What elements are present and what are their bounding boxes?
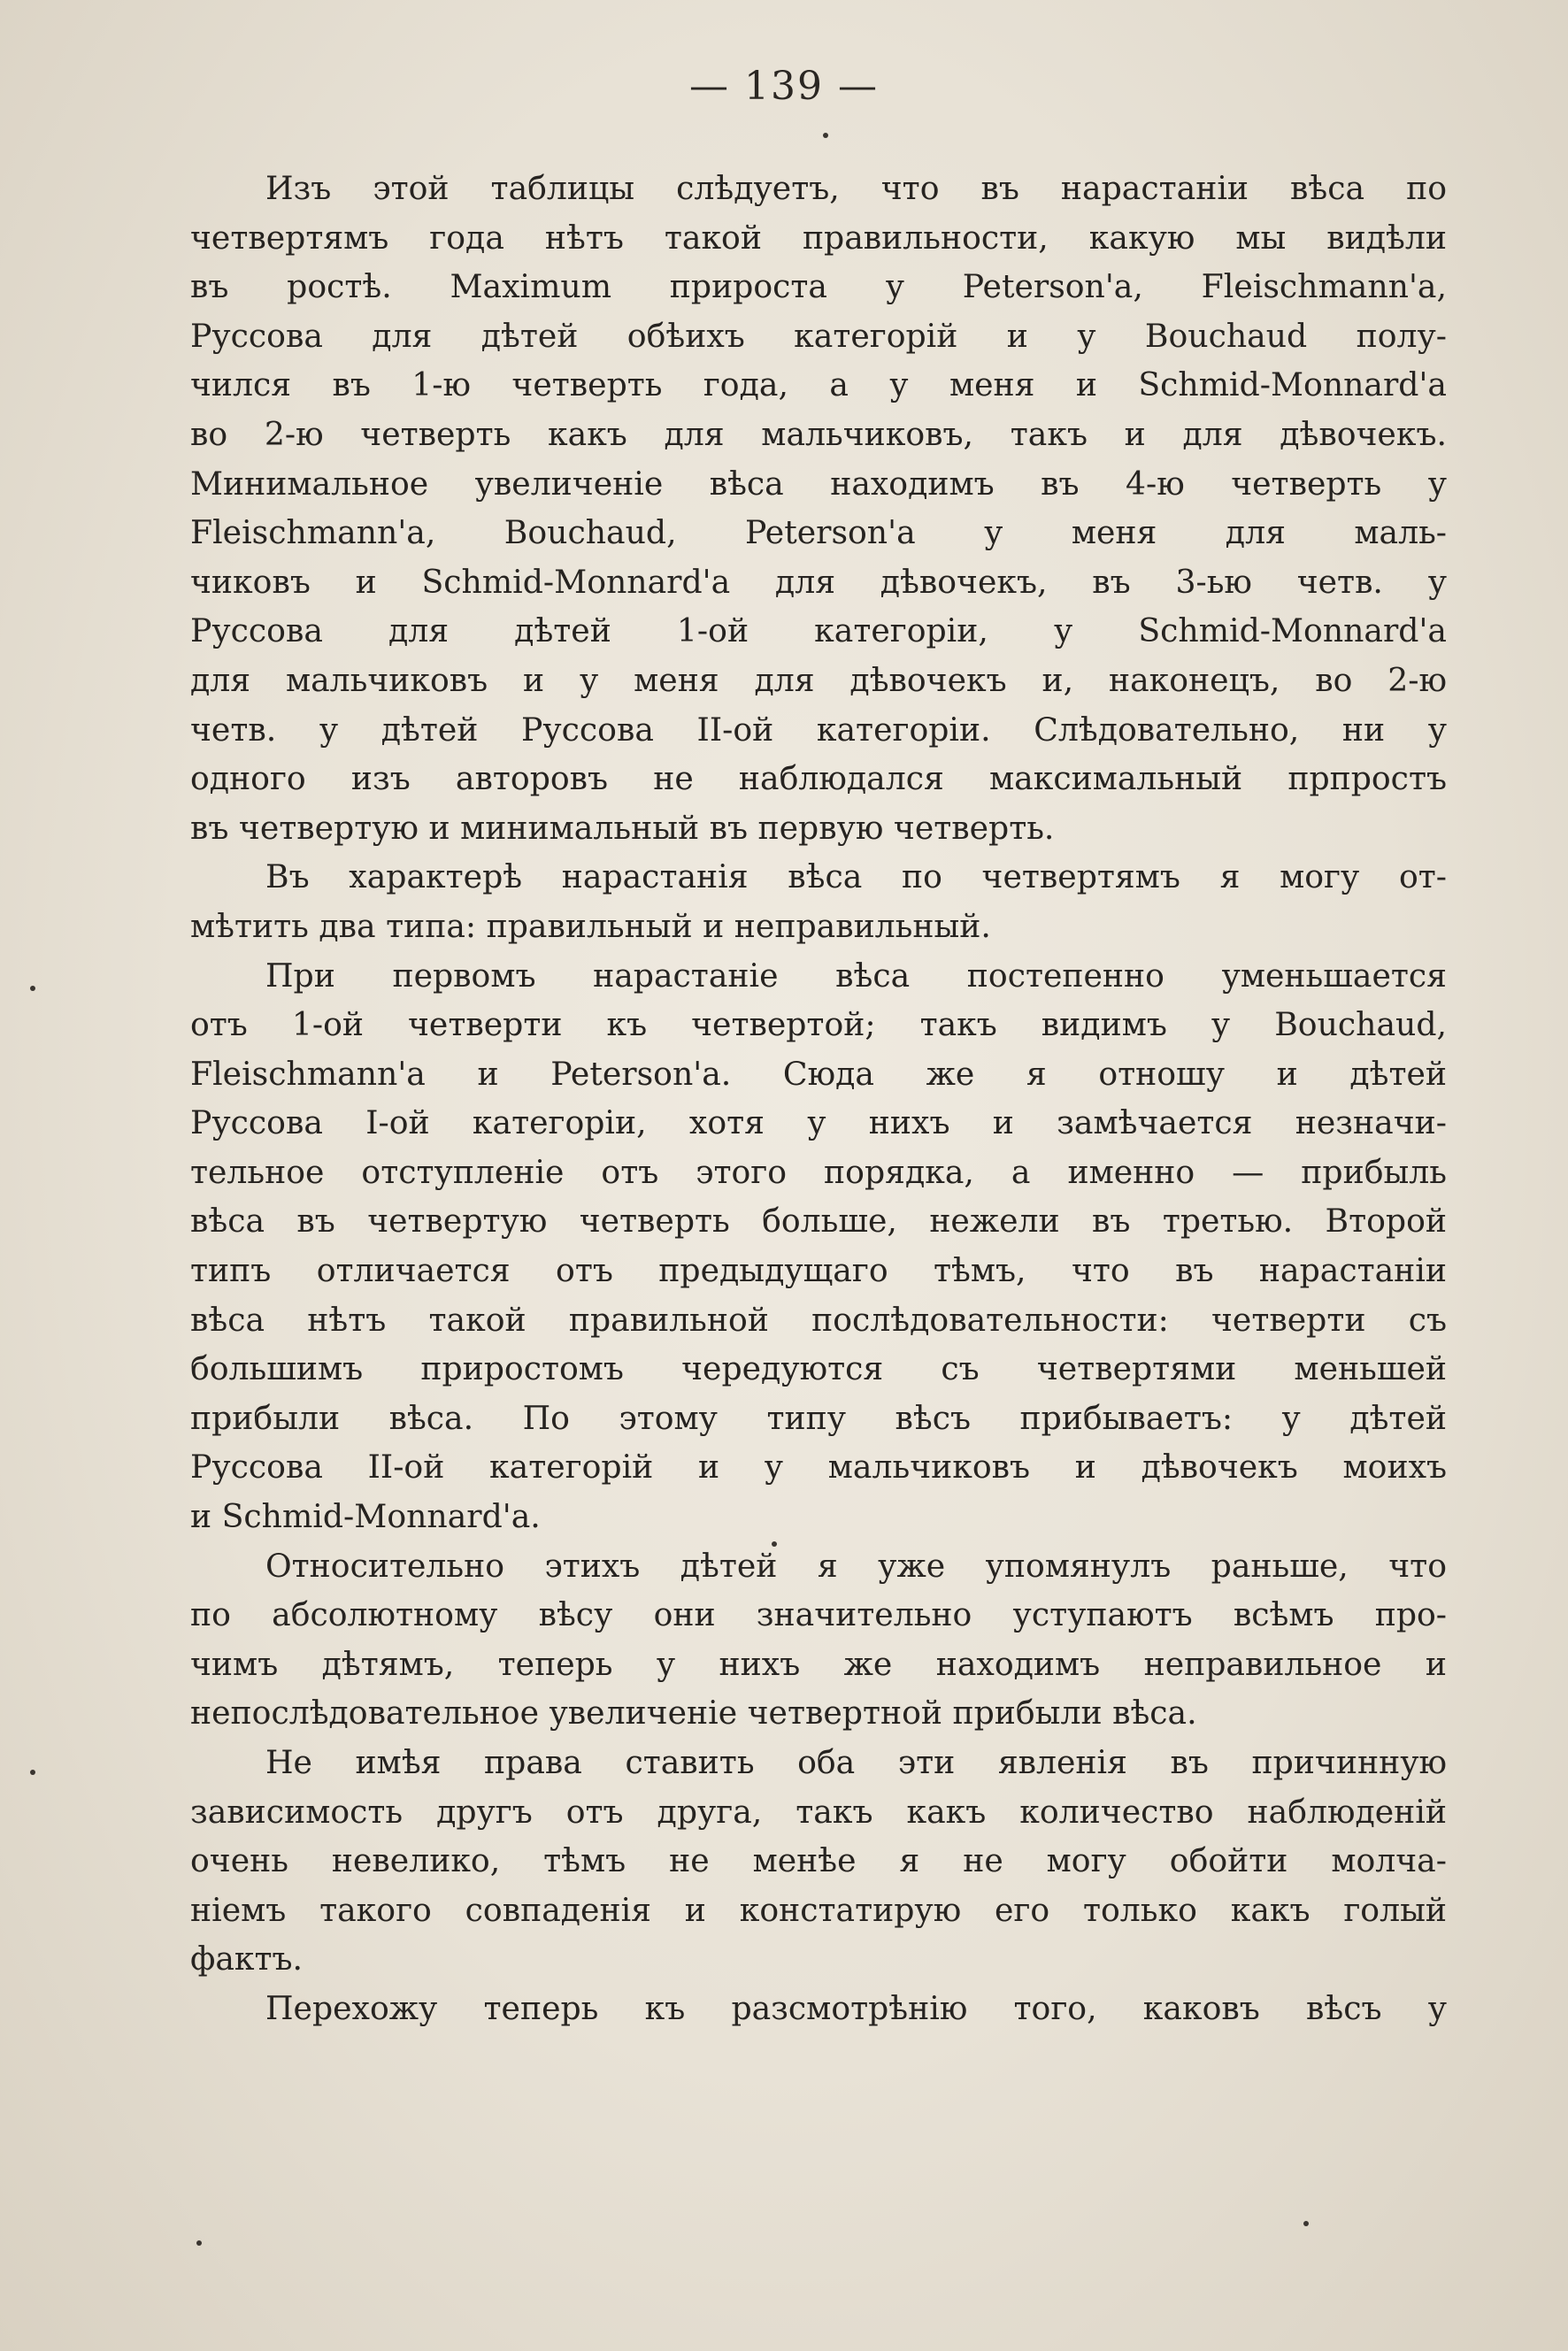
text-line: Fleischmann'а, Bouchaud, Peterson'а у меня для маль- bbox=[190, 513, 1447, 552]
body-text bbox=[190, 164, 1447, 2033]
text-line: чиковъ и Schmid-Monnard'а для дѣвочекъ, въ 3-ью четв. у bbox=[190, 562, 1447, 601]
text-line: чимъ дѣтямъ, теперь у нихъ же находимъ неправильное и bbox=[190, 1644, 1447, 1683]
page-number: — 139 — bbox=[689, 64, 879, 109]
text-line: Минимальное увеличеніе вѣса находимъ въ 4-ю четверть у bbox=[190, 464, 1447, 503]
text-line: по абсолютному вѣсу они значительно уступаютъ всѣмъ про- bbox=[190, 1595, 1447, 1634]
text-line: типъ отличается отъ предыдущаго тѣмъ, что въ нарастаніи bbox=[190, 1251, 1447, 1290]
text-line: Изъ этой таблицы слѣдуетъ, что въ нарастаніи вѣса по bbox=[265, 169, 1447, 207]
text-line: въ четвертую и минимальный въ первую четверть. bbox=[190, 808, 1055, 847]
text-line: во 2-ю четверть какъ для мальчиковъ, такъ и для дѣвочекъ. bbox=[190, 414, 1447, 453]
text-line: зависимость другъ отъ друга, такъ какъ количество наблюденій bbox=[190, 1792, 1447, 1831]
text-line: вѣса въ четвертую четверть больше, нежели въ третью. Второй bbox=[190, 1202, 1447, 1241]
text-line: Относительно этихъ дѣтей я уже упомянулъ раньше, что bbox=[265, 1546, 1447, 1585]
text-line: ніемъ такого совпаденія и констатирую его только какъ голый bbox=[190, 1890, 1447, 1929]
text-line: Перехожу теперь къ разсмотрѣнію того, каковъ вѣсъ у bbox=[265, 1988, 1447, 2027]
text-line: вѣса нѣтъ такой правильной послѣдовательности: четверти съ bbox=[190, 1300, 1447, 1339]
text-line: Fleischmann'а и Peterson'а. Сюда же я отношу и дѣтей bbox=[190, 1054, 1447, 1093]
paper-speck bbox=[30, 986, 35, 991]
paper-speck bbox=[1303, 2221, 1309, 2226]
text-line: Не имѣя права ставить оба эти явленія въ причинную bbox=[265, 1743, 1447, 1781]
text-line: большимъ приростомъ чередуются съ четвертями меньшей bbox=[190, 1349, 1447, 1388]
paper-speck bbox=[30, 1770, 35, 1775]
text-line: въ ростѣ. Maximum прироста у Peterson'а, Fleischmann'а, bbox=[190, 267, 1447, 306]
text-line: четв. у дѣтей Руссова II-ой категоріи. Слѣдовательно, ни у bbox=[190, 710, 1447, 749]
text-line: Руссова I-ой категоріи, хотя у нихъ и замѣчается незначи- bbox=[190, 1103, 1447, 1142]
text-line: чился въ 1-ю четверть года, а у меня и Schmid-Monnard'а bbox=[190, 365, 1447, 404]
text-line: для мальчиковъ и у меня для дѣвочекъ и, наконецъ, во 2-ю bbox=[190, 660, 1447, 699]
text-line: Руссова для дѣтей 1-ой категоріи, у Schmid-Monnard'а bbox=[190, 611, 1447, 650]
text-line: непослѣдовательное увеличеніе четвертной прибыли вѣса. bbox=[190, 1694, 1197, 1733]
text-line: мѣтить два типа: правильный и неправильный. bbox=[190, 906, 991, 945]
text-line: четвертямъ года нѣтъ такой правильности, какую мы видѣли bbox=[190, 218, 1447, 257]
text-line: Въ характерѣ нарастанія вѣса по четвертямъ я могу от- bbox=[265, 857, 1447, 896]
text-line: Руссова для дѣтей обѣихъ категорій и у Bouchaud полу- bbox=[190, 316, 1447, 355]
paper-speck bbox=[823, 133, 828, 138]
text-line: тельное отступленіе отъ этого порядка, а именно — прибыль bbox=[190, 1152, 1447, 1191]
paper-speck bbox=[772, 1541, 777, 1547]
text-line: прибыли вѣса. По этому типу вѣсъ прибываетъ: у дѣтей bbox=[190, 1398, 1447, 1437]
text-line: отъ 1-ой четверти къ четвертой; такъ видимъ у Bouchaud, bbox=[190, 1005, 1447, 1044]
text-line: и Schmid-Monnard'а. bbox=[190, 1497, 541, 1536]
text-line: фактъ. bbox=[190, 1940, 304, 1978]
text-line: одного изъ авторовъ не наблюдался максимальный прпростъ bbox=[190, 759, 1447, 798]
text-line: При первомъ нарастаніе вѣса постепенно уменьшается bbox=[265, 956, 1447, 995]
text-line: Руссова II-ой категорій и у мальчиковъ и дѣвочекъ моихъ bbox=[190, 1448, 1447, 1487]
text-line: очень невелико, тѣмъ не менѣе я не могу обойти молча- bbox=[190, 1841, 1447, 1880]
paper-speck bbox=[196, 2240, 202, 2246]
